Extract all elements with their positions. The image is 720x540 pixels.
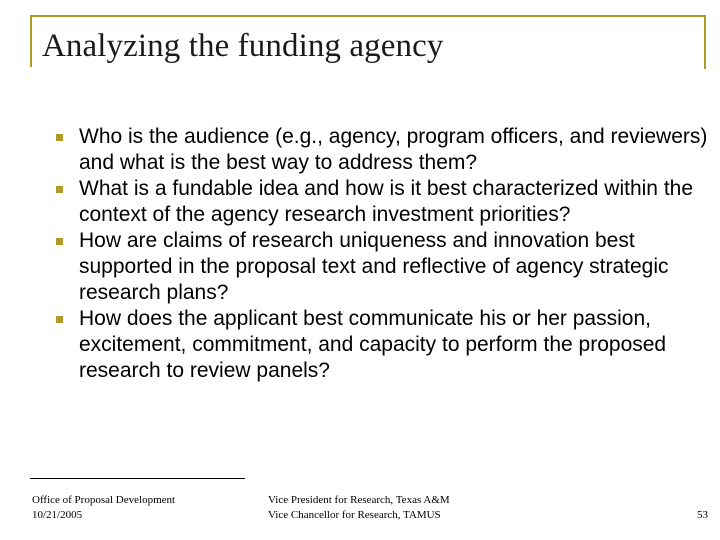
footer-divider [30,478,245,479]
bullet-item [56,176,716,228]
bullet-list [56,124,716,384]
footer-office-block [32,493,175,523]
footer-vp: Vice President for Research, Texas A&M [268,494,450,506]
footer-vc: Vice Chancellor for Research, TAMUS [268,509,441,521]
square-bullet-icon [56,238,63,245]
title-frame-left-rule [30,15,32,67]
square-bullet-icon [56,134,63,141]
square-bullet-icon [56,186,63,193]
footer-date: 10/21/2005 [32,509,83,521]
bullet-text: What is a fundable idea and how is it best characterized within the context of the agency research investment priorities? [79,177,694,226]
footer-office: Office of Proposal Development [32,494,176,506]
bullet-item [56,228,716,306]
slide-title: Analyzing the funding agency [42,28,444,64]
bullet-item [56,124,716,176]
title-frame-right-rule [704,15,706,69]
bullet-text: How are claims of research uniqueness and innovation best supported in the proposal text and reflective of agency strategic research plans? [79,229,669,304]
title-frame-top-rule [30,15,706,17]
page-number: 53 [697,509,708,521]
bullet-text: How does the applicant best communicate his or her passion, excitement, commitment, and capacity to perform the proposed research to review panels? [79,307,667,382]
footer-titles-block [268,493,450,523]
bullet-item [56,306,716,384]
square-bullet-icon [56,316,63,323]
bullet-text: Who is the audience (e.g., agency, program officers, and reviewers) and what is the best way to address them? [79,125,708,174]
